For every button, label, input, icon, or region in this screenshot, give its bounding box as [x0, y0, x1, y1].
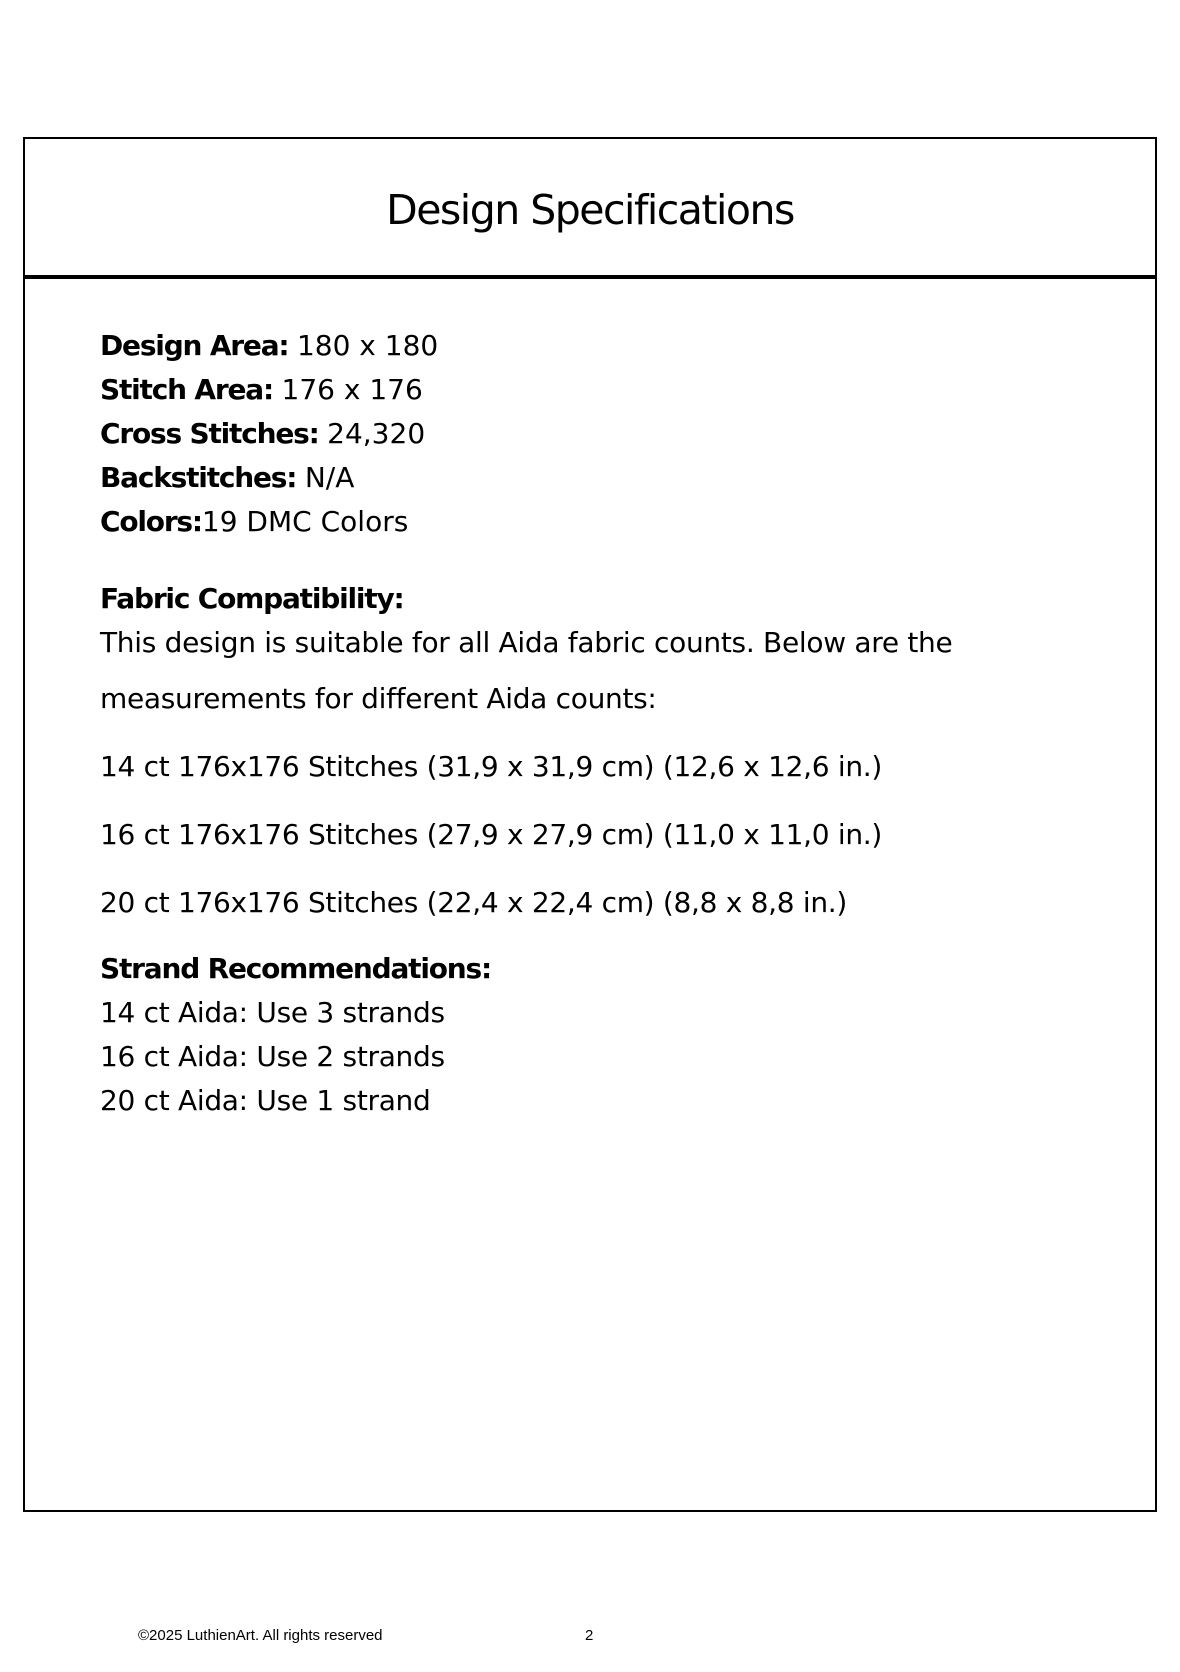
spec-value: 176 x 176	[281, 373, 423, 406]
spec-colors: Colors:19 DMC Colors	[100, 505, 409, 538]
page-title: Design Specifications	[386, 186, 794, 234]
spec-label: Colors	[100, 505, 192, 538]
footer-copyright: ©2025 LuthienArt. All rights reserved	[138, 1627, 383, 1644]
specifications-frame	[23, 137, 1157, 1512]
spec-value: 19 DMC Colors	[201, 505, 409, 538]
spec-stitch-area: Stitch Area: 176 x 176	[100, 373, 423, 406]
spec-value: N/A	[304, 461, 355, 494]
fabric-compatibility-heading: Fabric Compatibility:	[100, 582, 404, 615]
strand-recommendation: 16 ct Aida: Use 2 strands	[100, 1040, 445, 1073]
footer-page-number: 2	[585, 1627, 594, 1644]
spec-value: 24,320	[327, 417, 426, 450]
spec-backstitches: Backstitches: N/A	[100, 461, 355, 494]
spec-label: Stitch Area	[100, 373, 263, 406]
spec-label: Design Area	[100, 329, 279, 362]
strand-recommendation: 14 ct Aida: Use 3 strands	[100, 996, 445, 1029]
fabric-description-line: This design is suitable for all Aida fabric counts. Below are the	[100, 626, 953, 659]
header-band	[25, 139, 1155, 279]
content-area	[100, 324, 1100, 1123]
strand-recommendation: 20 ct Aida: Use 1 strand	[100, 1084, 431, 1117]
spec-label: Cross Stitches	[100, 417, 309, 450]
fabric-description-line: measurements for different Aida counts:	[100, 682, 657, 715]
aida-count-measurement: 20 ct 176x176 Stitches (22,4 x 22,4 cm) (8,8 x 8,8 in.)	[100, 886, 848, 919]
spec-design-area: Design Area: 180 x 180	[100, 329, 439, 362]
spec-cross-stitches: Cross Stitches: 24,320	[100, 417, 426, 450]
aida-count-measurement: 14 ct 176x176 Stitches (31,9 x 31,9 cm) (12,6 x 12,6 in.)	[100, 750, 883, 783]
aida-count-measurement: 16 ct 176x176 Stitches (27,9 x 27,9 cm) (11,0 x 11,0 in.)	[100, 818, 883, 851]
spec-label: Backstitches	[100, 461, 287, 494]
strand-recommendations-heading: Strand Recommendations:	[100, 952, 491, 985]
spec-value: 180 x 180	[296, 329, 439, 362]
